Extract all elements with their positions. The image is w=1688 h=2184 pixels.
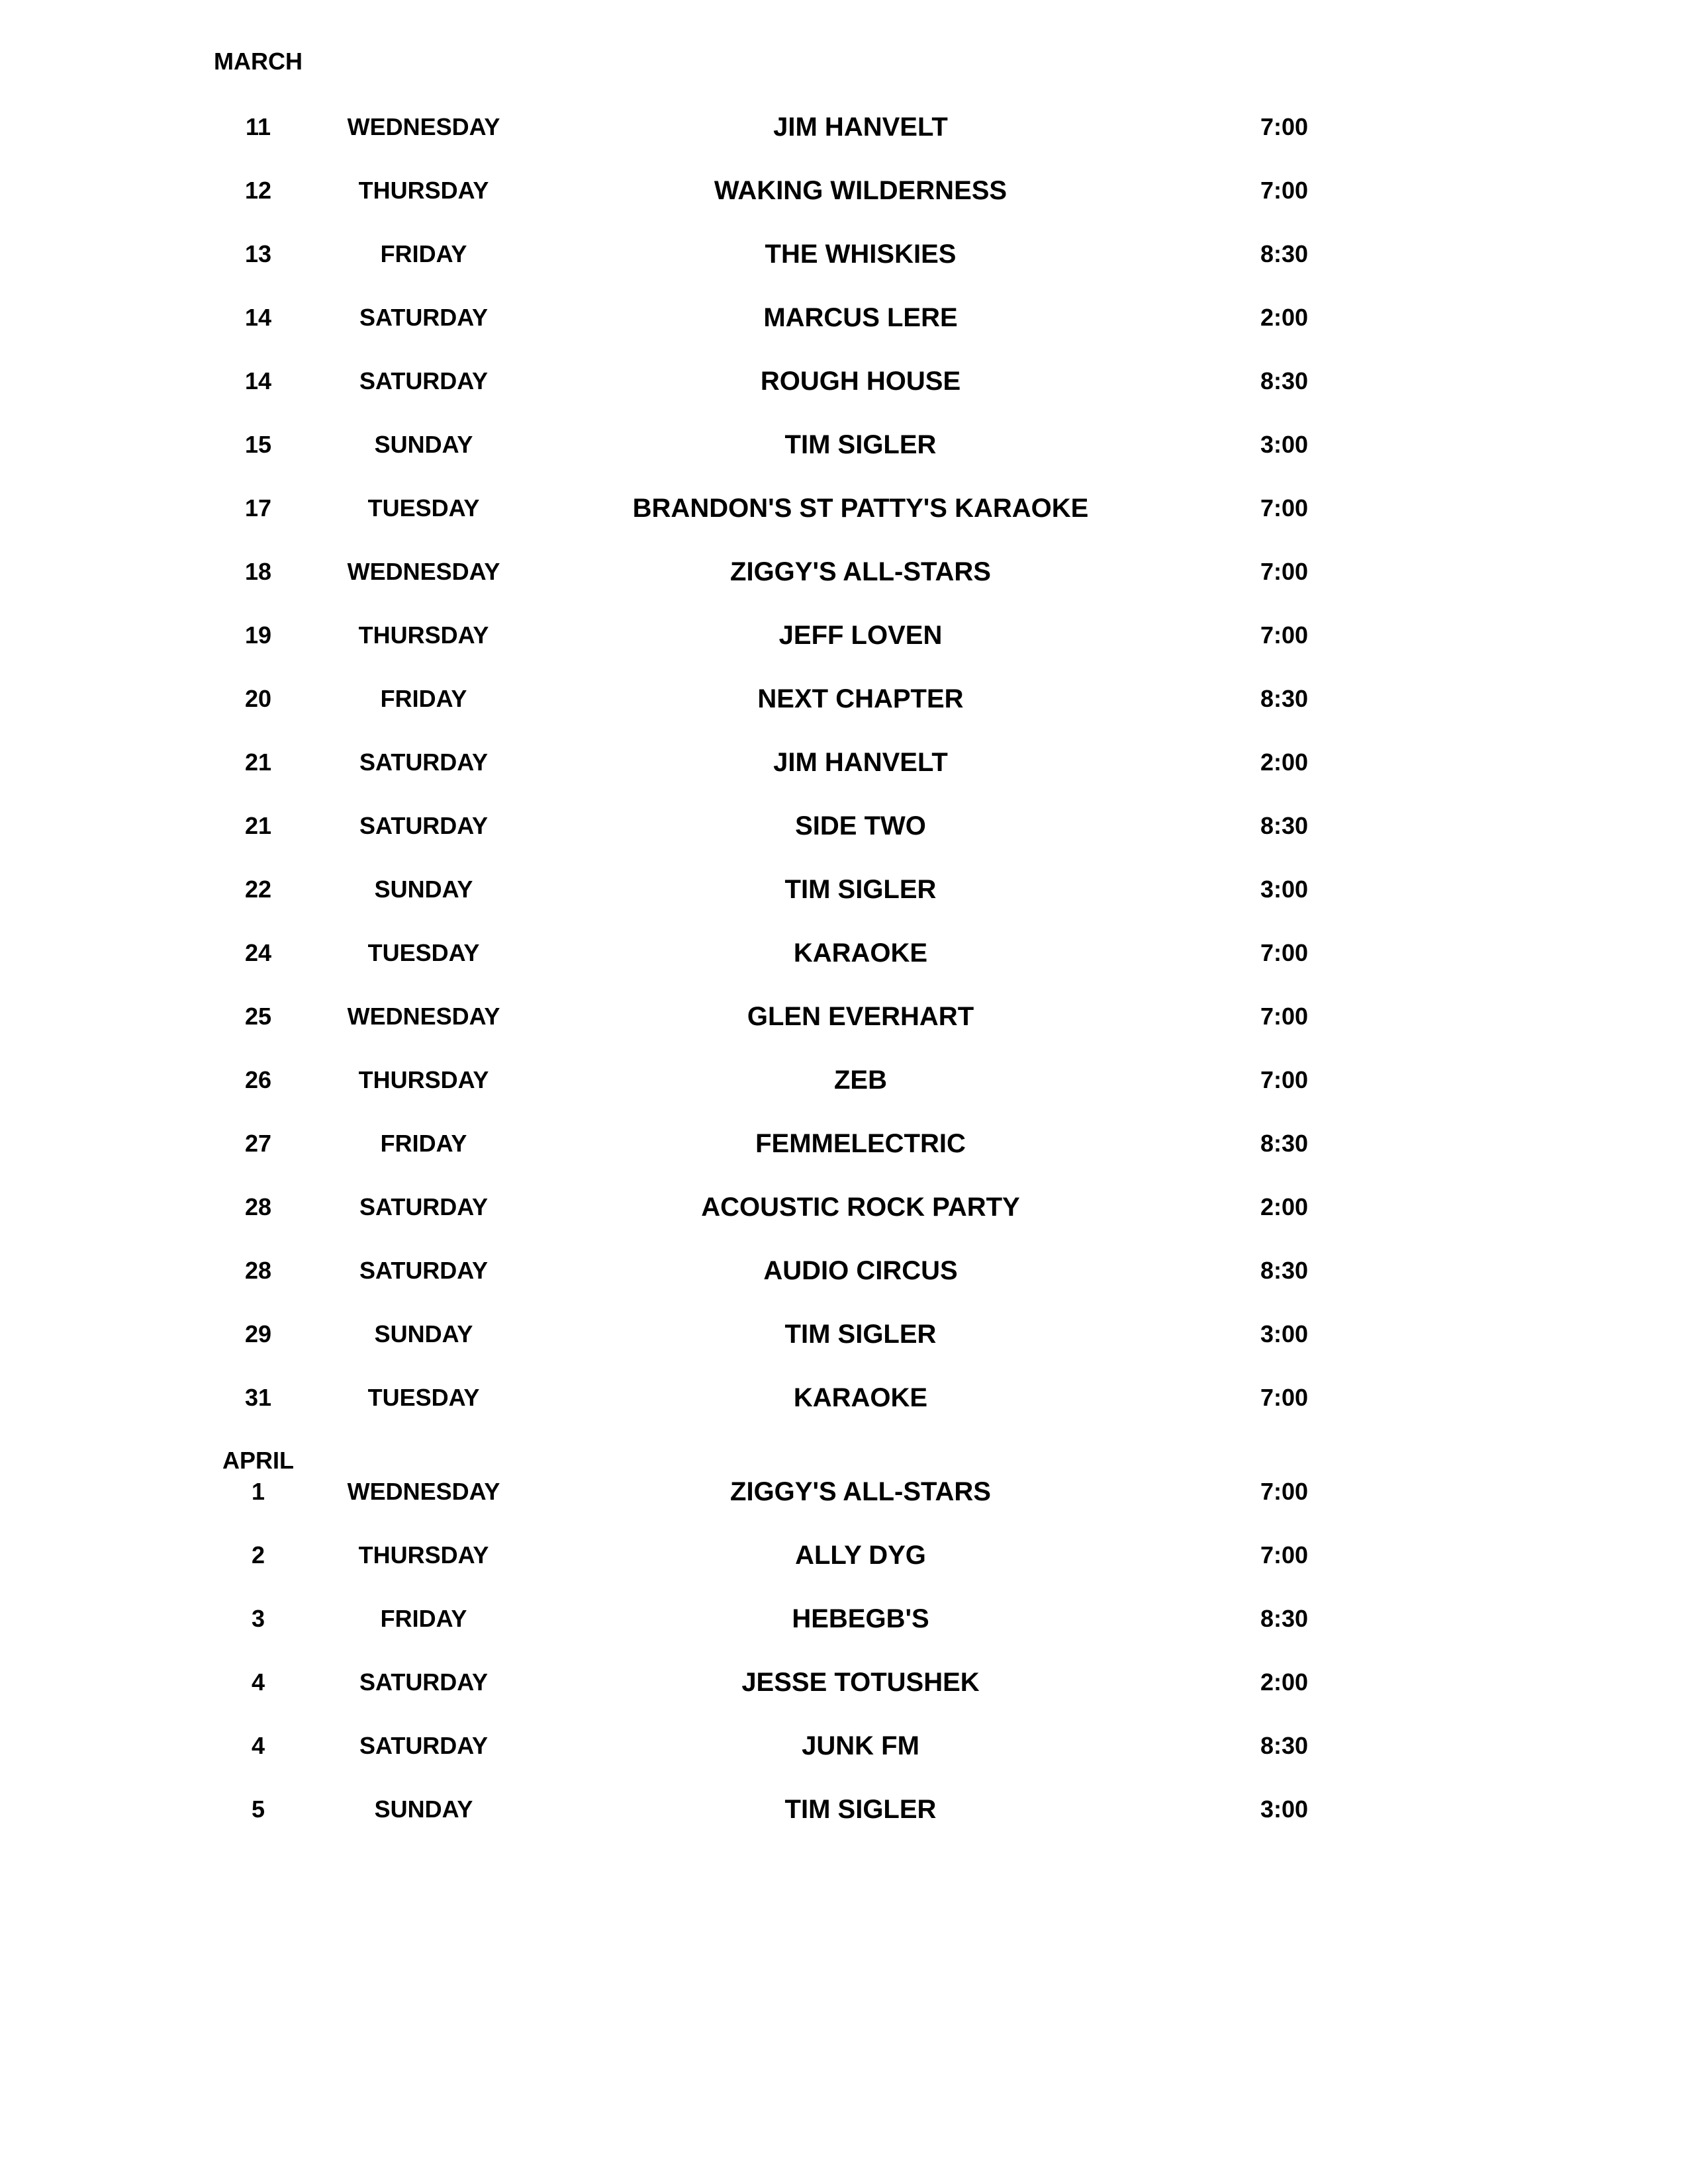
event-date: 31 [244, 1384, 272, 1411]
event-time: 2:00 [1260, 1193, 1309, 1220]
schedule-row [0, 1191, 1688, 1224]
event-time: 8:30 [1260, 1605, 1309, 1632]
event-performer: KARAOKE [793, 1383, 928, 1412]
event-date: 27 [244, 1130, 272, 1157]
event-time: 7:00 [1260, 1384, 1309, 1411]
event-performer: TIM SIGLER [784, 1320, 937, 1349]
event-performer: NEXT CHAPTER [757, 684, 964, 713]
event-day: TUESDAY [367, 939, 480, 966]
event-date: 29 [244, 1320, 272, 1347]
event-date: 28 [244, 1257, 272, 1284]
event-time: 7:00 [1260, 494, 1309, 522]
event-time: 8:30 [1260, 685, 1309, 712]
event-performer: THE WHISKIES [765, 240, 957, 269]
event-date: 12 [244, 177, 272, 204]
event-day: SATURDAY [359, 1257, 489, 1284]
event-performer: FEMMELECTRIC [755, 1129, 966, 1158]
schedule-row [0, 1064, 1688, 1097]
event-time: 3:00 [1260, 1796, 1309, 1823]
month-label-april: APRIL [222, 1447, 294, 1474]
schedule-row [0, 1000, 1688, 1033]
event-time: 8:30 [1260, 1257, 1309, 1284]
event-performer: TIM SIGLER [784, 1795, 937, 1824]
schedule-row [0, 1475, 1688, 1508]
event-day: FRIDAY [380, 1130, 467, 1157]
event-day: FRIDAY [380, 1605, 467, 1632]
event-day: WEDNESDAY [347, 1003, 500, 1030]
event-date: 4 [251, 1668, 265, 1696]
event-day: WEDNESDAY [347, 113, 500, 140]
schedule-row [0, 682, 1688, 715]
event-day: SUNDAY [374, 431, 473, 458]
schedule-row [0, 1127, 1688, 1160]
event-time: 3:00 [1260, 431, 1309, 458]
event-day: THURSDAY [358, 1066, 489, 1093]
event-date: 17 [244, 494, 272, 522]
event-day: THURSDAY [358, 621, 489, 649]
event-performer: ACOUSTIC ROCK PARTY [701, 1193, 1020, 1222]
event-time: 2:00 [1260, 1668, 1309, 1696]
event-time: 7:00 [1260, 1003, 1309, 1030]
month-label-march: MARCH [214, 48, 303, 75]
schedule-row [0, 873, 1688, 906]
event-performer: TIM SIGLER [784, 875, 937, 904]
event-performer: JIM HANVELT [773, 113, 948, 142]
event-time: 8:30 [1260, 240, 1309, 267]
event-day: TUESDAY [367, 1384, 480, 1411]
schedule-row [0, 1666, 1688, 1699]
event-time: 3:00 [1260, 1320, 1309, 1347]
event-time: 7:00 [1260, 939, 1309, 966]
event-day: FRIDAY [380, 685, 467, 712]
event-day: SATURDAY [359, 812, 489, 839]
event-time: 2:00 [1260, 304, 1309, 331]
event-time: 8:30 [1260, 812, 1309, 839]
event-date: 26 [244, 1066, 272, 1093]
event-date: 25 [244, 1003, 272, 1030]
event-performer: MARCUS LERE [763, 303, 958, 332]
schedule-row [0, 746, 1688, 779]
schedule-row [0, 301, 1688, 334]
event-day: THURSDAY [358, 1541, 489, 1569]
schedule-row [0, 936, 1688, 970]
event-performer: ZIGGY'S ALL-STARS [730, 557, 991, 586]
event-time: 3:00 [1260, 876, 1309, 903]
schedule-row [0, 174, 1688, 207]
event-date: 28 [244, 1193, 272, 1220]
event-date: 24 [244, 939, 272, 966]
event-performer: SIDE TWO [795, 811, 926, 841]
event-date: 5 [251, 1796, 265, 1823]
schedule-row [0, 1318, 1688, 1351]
schedule-row [0, 111, 1688, 144]
event-performer: AUDIO CIRCUS [763, 1256, 958, 1285]
event-day: SATURDAY [359, 1668, 489, 1696]
event-performer: HEBEGB'S [792, 1604, 929, 1633]
schedule-row [0, 238, 1688, 271]
event-performer: JIM HANVELT [773, 748, 948, 777]
event-day: SATURDAY [359, 1732, 489, 1759]
event-time: 8:30 [1260, 1130, 1309, 1157]
schedule-row [0, 1539, 1688, 1572]
event-time: 8:30 [1260, 1732, 1309, 1759]
event-performer: WAKING WILDERNESS [714, 176, 1008, 205]
schedule-row [0, 1602, 1688, 1635]
event-date: 22 [244, 876, 272, 903]
schedule-row [0, 555, 1688, 588]
event-day: SATURDAY [359, 367, 489, 394]
event-day: SUNDAY [374, 1320, 473, 1347]
event-day: SATURDAY [359, 304, 489, 331]
event-day: WEDNESDAY [347, 1478, 500, 1505]
event-time: 7:00 [1260, 177, 1309, 204]
schedule-row [0, 1254, 1688, 1287]
schedule-row [0, 1381, 1688, 1414]
event-day: SATURDAY [359, 1193, 489, 1220]
schedule-row [0, 492, 1688, 525]
event-date: 2 [251, 1541, 265, 1569]
event-time: 7:00 [1260, 621, 1309, 649]
event-day: SATURDAY [359, 749, 489, 776]
event-performer: JUNK FM [802, 1731, 919, 1760]
event-performer: KARAOKE [793, 938, 928, 968]
event-date: 11 [245, 113, 271, 140]
schedule-row [0, 428, 1688, 461]
event-time: 8:30 [1260, 367, 1309, 394]
event-date: 21 [244, 812, 272, 839]
event-date: 15 [244, 431, 272, 458]
schedule-row [0, 1793, 1688, 1826]
event-day: WEDNESDAY [347, 558, 500, 585]
event-performer: ALLY DYG [795, 1541, 926, 1570]
event-time: 7:00 [1260, 113, 1309, 140]
event-date: 13 [244, 240, 272, 267]
event-date: 14 [244, 367, 272, 394]
event-date: 20 [244, 685, 272, 712]
schedule-row [0, 365, 1688, 398]
event-performer: ZEB [834, 1066, 887, 1095]
event-date: 18 [244, 558, 272, 585]
event-time: 2:00 [1260, 749, 1309, 776]
schedule-row [0, 619, 1688, 652]
event-performer: BRANDON'S ST PATTY'S KARAOKE [632, 494, 1089, 523]
event-date: 21 [244, 749, 272, 776]
event-day: TUESDAY [367, 494, 480, 522]
event-day: SUNDAY [374, 876, 473, 903]
schedule-row [0, 1729, 1688, 1762]
event-performer: JEFF LOVEN [778, 621, 943, 650]
event-date: 1 [251, 1478, 265, 1505]
event-date: 14 [244, 304, 272, 331]
event-day: THURSDAY [358, 177, 489, 204]
event-performer: GLEN EVERHART [747, 1002, 974, 1031]
event-day: FRIDAY [380, 240, 467, 267]
event-day: SUNDAY [374, 1796, 473, 1823]
event-performer: TIM SIGLER [784, 430, 937, 459]
event-time: 7:00 [1260, 1541, 1309, 1569]
event-time: 7:00 [1260, 558, 1309, 585]
schedule-row [0, 809, 1688, 842]
event-date: 3 [251, 1605, 265, 1632]
event-time: 7:00 [1260, 1066, 1309, 1093]
event-performer: ZIGGY'S ALL-STARS [730, 1477, 991, 1506]
event-time: 7:00 [1260, 1478, 1309, 1505]
event-performer: ROUGH HOUSE [760, 367, 961, 396]
event-date: 19 [244, 621, 272, 649]
event-performer: JESSE TOTUSHEK [741, 1668, 980, 1697]
event-date: 4 [251, 1732, 265, 1759]
